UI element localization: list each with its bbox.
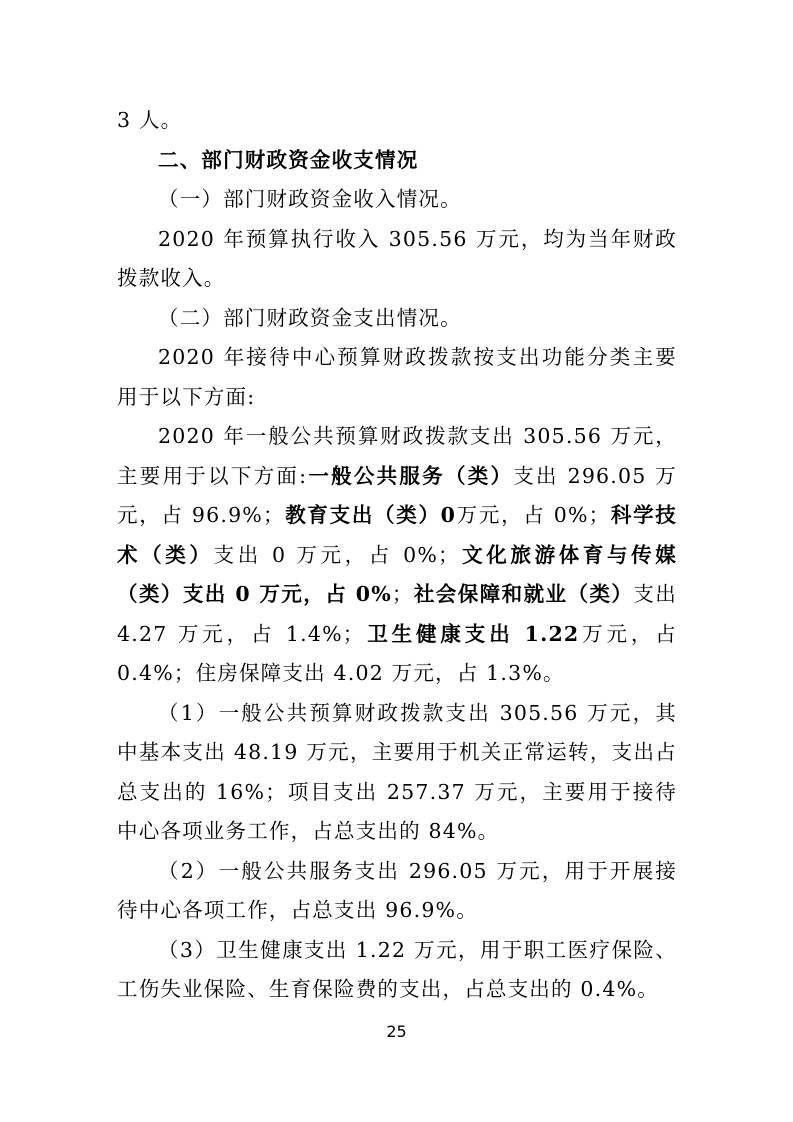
- text-run: 支出 0 万元，占 0%；: [213, 542, 460, 567]
- subsection-heading-expenditure: （二）部门财政资金支出情况。: [158, 305, 462, 330]
- text-run-bold: 教育支出（类）0: [284, 503, 457, 527]
- text-run: ；: [391, 582, 414, 606]
- text-run-bold: 社会保障和就业（类）: [413, 582, 634, 606]
- paragraph-expenditure-breakdown: [117, 417, 677, 694]
- subsection-heading-income: （一）部门财政资金收入情况。: [158, 187, 462, 211]
- text-run: 万元，占 0.4%；住房保障支出 4.02 万元，占 1.3%。: [117, 621, 677, 685]
- paragraph-item-1: （1）一般公共预算财政拨款支出 305.56 万元，其中基本支出 48.19 万元，主要用于机关正常运转，支出占总支出的 16%；项目支出 257.37 万元，主要用于接待中心各项业务工作，占总支出的 84%。: [117, 700, 677, 843]
- text-run-bold: 文化旅游体育与传媒（类）支出 0 万元，占 0%: [117, 542, 677, 606]
- text-run: 2020 年一般公共预算财政拨款支出 305.56 万元，主要用于以下方面:: [117, 424, 677, 488]
- text-run: 支出 296.05 万元，占 96.9%；: [117, 463, 677, 527]
- paragraph-item-3: （3）卫生健康支出 1.22 万元，用于职工医疗保险、工伤失业保险、生育保险费的支出，占总支出的 0.4%。: [117, 937, 677, 1001]
- page-number: 25: [386, 1022, 407, 1041]
- text-run: 万元，占 0%；: [456, 503, 611, 527]
- paragraph-continuation: 3 人。: [117, 108, 183, 132]
- paragraph-income: 2020 年预算执行收入 305.56 万元，均为当年财政拨款收入。: [117, 226, 677, 290]
- text-run-bold: 卫生健康支出 1.22: [364, 621, 580, 646]
- paragraph-item-2: （2）一般公共服务支出 296.05 万元，用于开展接待中心各项工作，占总支出 96.9%。: [117, 858, 677, 922]
- text-run: 支出 4.27 万元，占 1.4%；: [117, 582, 678, 646]
- section-heading: 二、部门财政资金收支情况: [158, 147, 419, 172]
- text-run-bold: 一般公共服务（类）: [307, 463, 514, 488]
- document-body: [117, 101, 677, 1010]
- text-run-bold: 科学技术（类）: [117, 503, 677, 567]
- paragraph-expenditure-intro: 2020 年接待中心预算财政拨款按支出功能分类主要用于以下方面:: [117, 345, 677, 409]
